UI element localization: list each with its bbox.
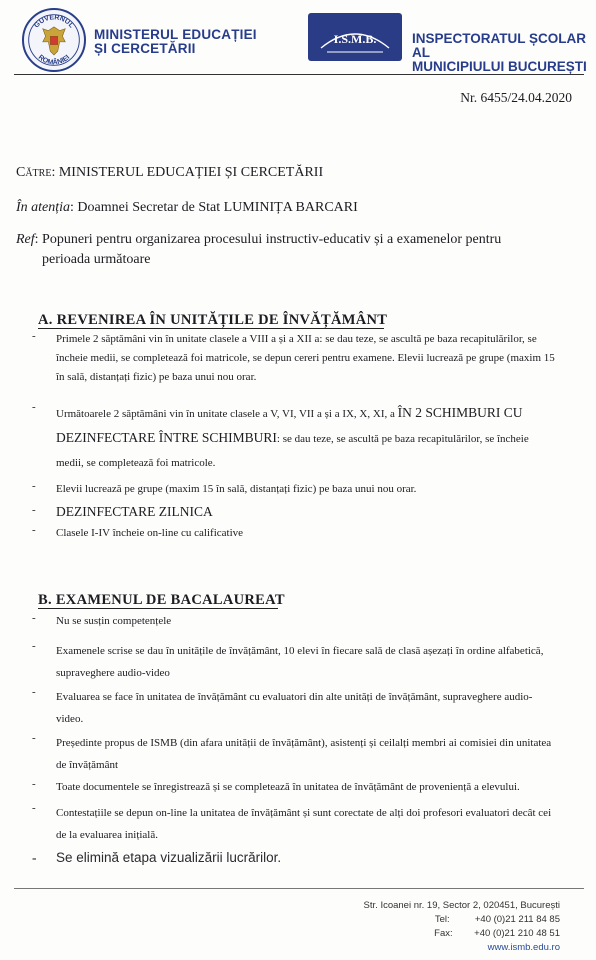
section-b-item-2: Examenele scrise se dau în unitățile de învățământ, 10 elevi în fiecare sală de clasă așezați în ordine alfabetică, supraveghere audio-video [56, 645, 544, 679]
recipient-label: Către [16, 165, 52, 180]
bullet: - [32, 330, 36, 342]
bullet: - [32, 640, 36, 652]
bullet: - [32, 778, 36, 790]
section-a-item-2-caps: ÎN 2 SCHIMBURI CU DEZINFECTARE ÎNTRE SCHIMBURI [56, 405, 523, 445]
recipient-value: : MINISTERUL EDUCAȚIEI ȘI CERCETĂRII [51, 165, 324, 180]
bullet: - [32, 524, 36, 536]
fax-label: Fax: [434, 928, 453, 939]
bullet: - [32, 802, 36, 814]
fax-value: +40 (0)21 210 48 51 [474, 928, 560, 939]
section-a-item-4: DEZINFECTARE ZILNICA [56, 504, 213, 519]
ministry-name: MINISTERUL EDUCAȚIEI ȘI CERCETĂRII [94, 27, 257, 56]
inspectorate-name: INSPECTORATUL ȘCOLAR AL MUNICIPIULUI BUCUREȘTI [412, 31, 587, 74]
footer-website-link[interactable]: www.ismb.edu.ro [487, 942, 560, 953]
footer-fax [434, 928, 560, 939]
reference-value: : Popuneri pentru organizarea procesului instructiv-educativ și a examenelor pentru [34, 232, 502, 247]
attention-line [16, 200, 358, 216]
section-b-item-5: Toate documentele se înregistrează și se completează în unitatea de învățământ de proveniență a elevului. [56, 781, 520, 793]
tel-label: Tel: [434, 914, 450, 925]
bullet: - [32, 686, 36, 698]
attention-value: : Doamnei Secretar de Stat LUMINIȚA BARCARI [70, 200, 358, 215]
ismb-logo [307, 12, 403, 62]
footer-address: Str. Icoanei nr. 19, Sector 2, 020451, București [363, 900, 560, 911]
bullet: - [32, 612, 36, 624]
section-a-item-3: Elevii lucrează pe grupe (maxim 15 în sală, distanțați fizic) pe baza unui nou orar. [56, 483, 417, 495]
bullet: - [32, 504, 36, 516]
section-b-item-6: Contestațiile se depun on-line la unitatea de învățământ și sunt corectate de alți doi profesori evaluatori decât cei de la evaluarea inițială. [56, 807, 552, 841]
section-a-title: A. REVENIREA ÎN UNITĂȚILE DE ÎNVĂȚĂMÂNT [38, 312, 388, 328]
attention-label: În atenția [16, 200, 71, 215]
reference-line [16, 232, 501, 248]
section-b-item-3: Evaluarea se face în unitatea de învățământ cu evaluatori din alte unități de învățământ, supraveghere audio-video. [56, 691, 533, 725]
reference-label: Ref [16, 232, 35, 247]
footer-tel [435, 914, 560, 925]
bullet: - [32, 401, 36, 413]
tel-value: +40 (0)21 211 84 85 [474, 914, 560, 925]
bullet: - [32, 480, 36, 492]
section-b-item-7: Se elimină etapa vizualizării lucrărilor. [56, 850, 282, 865]
section-a-item-2-text: Următoarele 2 săptămâni vin în unitate clasele a V, VI, VII a și a IX, X, XI, a [56, 408, 398, 420]
section-a-item-5: Clasele I-IV încheie on-line cu calificative [56, 527, 244, 539]
government-seal-logo [22, 8, 86, 72]
svg-text:ROMÂNIEI: ROMÂNIEI [36, 53, 72, 67]
footer-divider [14, 888, 584, 889]
section-a-underline [38, 328, 384, 329]
recipient-line [16, 165, 323, 181]
section-a-item-2 [56, 401, 556, 475]
header-divider [14, 74, 584, 75]
section-b-item-4: Președinte propus de ISMB (din afara unității de învățământ), asistenți și ceilalți membri ai comisiei din unitatea de învățământ [56, 737, 552, 771]
section-a-item-2-text-end: : se dau teze, se ascultă pe baza recapitulărilor, se încheie medii, se completează foi matricole. [56, 433, 529, 469]
ismb-logo-text: I.S.M.B. [333, 32, 377, 46]
section-b-title: B. EXAMENUL DE BACALAUREAT [38, 592, 285, 608]
svg-text:GUVERNUL: GUVERNUL [33, 14, 75, 30]
reference-value-continuation: perioada următoare [42, 252, 151, 267]
bullet: - [32, 732, 36, 744]
section-a-item-1: Primele 2 săptămâni vin în unitate clasele a VIII a și a XII a: se dau teze, se ascultă pe baza recapitulărilor, se încheie medii, se completează foi matricole, se depun cereri pentru examene. Elevii lucrează pe grupe (maxim 15 în sală, distanțați fizic) pe baza unui nou orar. [56, 333, 555, 383]
reference-number: Nr. 6455/24.04.2020 [460, 90, 572, 105]
section-b-underline [38, 608, 278, 609]
section-b-item-1: Nu se susțin competențele [56, 615, 172, 627]
bullet: - [32, 850, 37, 865]
